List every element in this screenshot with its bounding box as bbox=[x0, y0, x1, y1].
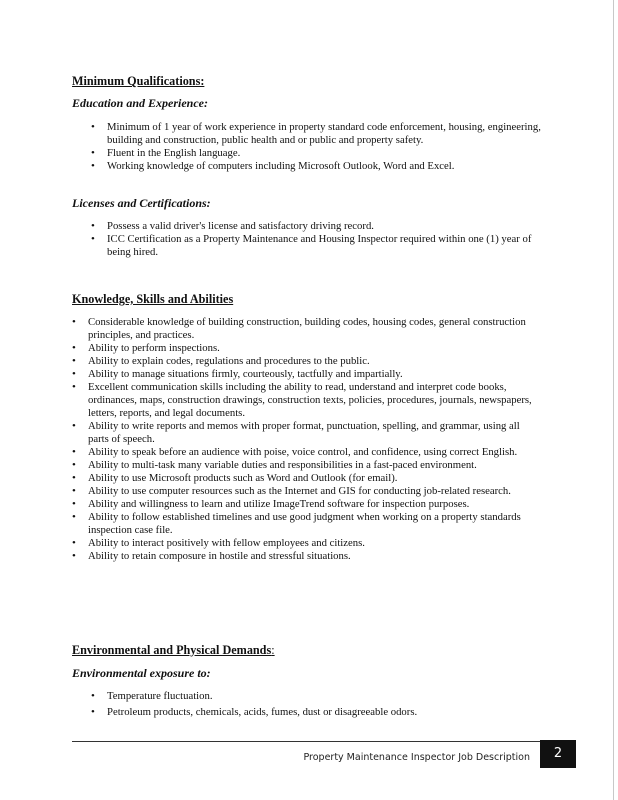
education-experience-section bbox=[72, 96, 552, 111]
scan-edge-line bbox=[613, 0, 614, 800]
licenses-certifications-heading: Licenses and Certifications: bbox=[72, 196, 211, 210]
education-list-block bbox=[72, 121, 542, 173]
list-item: • ICC Certification as a Property Maintenance and Housing Inspector required within one (1) year of being hired. bbox=[107, 233, 542, 259]
ksa-heading: Knowledge, Skills and Abilities bbox=[72, 292, 234, 306]
page-number: 2 bbox=[540, 740, 576, 768]
environmental-list-block bbox=[72, 690, 542, 719]
environmental-exposure-section bbox=[72, 666, 552, 681]
minimum-qualifications-heading: Minimum Qualifications: bbox=[72, 74, 205, 88]
list-item: • Petroleum products, chemicals, acids, fumes, dust or disagreeable odors. bbox=[107, 706, 542, 719]
list-item: • Working knowledge of computers including Microsoft Outlook, Word and Excel. bbox=[107, 160, 542, 173]
list-item: • Ability to write reports and memos with proper format, punctuation, spelling, and grammar, using all parts of speech. bbox=[88, 420, 538, 446]
list-item: • Ability to perform inspections. bbox=[88, 342, 538, 355]
list-item: • Ability to follow established timelines and use good judgment when working on a property standards inspection case file. bbox=[88, 511, 538, 537]
list-item: • Ability to manage situations firmly, courteously, tactfully and impartially. bbox=[88, 368, 538, 381]
environmental-heading-colon: : bbox=[271, 643, 275, 657]
ksa-section bbox=[72, 292, 552, 307]
list-item: • Ability and willingness to learn and utilize ImageTrend software for inspection purposes. bbox=[88, 498, 538, 511]
list-item: • Ability to speak before an audience with poise, voice control, and confidence, using correct English. bbox=[88, 446, 538, 459]
list-item: • Excellent communication skills including the ability to read, understand and interpret code books, ordinances, maps, construction drawings, construction texts, policies, procedures, journals, newspapers, letters, reports, and legal documents. bbox=[88, 381, 538, 420]
list-item: • Ability to retain composure in hostile and stressful situations. bbox=[88, 550, 538, 563]
licenses-list bbox=[72, 220, 542, 259]
education-experience-heading: Education and Experience: bbox=[72, 96, 209, 110]
environmental-exposure-heading: Environmental exposure to: bbox=[72, 666, 211, 680]
environmental-section bbox=[72, 643, 552, 658]
list-item: • Ability to multi-task many variable duties and responsibilities in a fast-paced environment. bbox=[88, 459, 538, 472]
environmental-heading-text: Environmental and Physical Demands bbox=[72, 643, 272, 657]
footer-document-title: Property Maintenance Inspector Job Description bbox=[303, 752, 530, 763]
list-item: • Ability to use computer resources such as the Internet and GIS for conducting job-related research. bbox=[88, 485, 538, 498]
list-item: • Considerable knowledge of building construction, building codes, housing codes, general construction principles, and practices. bbox=[88, 316, 538, 342]
licenses-section bbox=[72, 196, 552, 211]
footer-divider bbox=[72, 741, 540, 742]
list-item: • Ability to explain codes, regulations and procedures to the public. bbox=[88, 355, 538, 368]
minimum-qualifications-section bbox=[72, 74, 552, 89]
list-item: • Possess a valid driver's license and satisfactory driving record. bbox=[107, 220, 542, 233]
list-item: • Minimum of 1 year of work experience in property standard code enforcement, housing, engineering, building and construction, public health and or public and property safety. bbox=[107, 121, 542, 147]
education-list bbox=[72, 121, 542, 173]
list-item: • Fluent in the English language. bbox=[107, 147, 542, 160]
environmental-list bbox=[72, 690, 542, 719]
ksa-list-block bbox=[72, 316, 538, 563]
list-item: • Ability to use Microsoft products such as Word and Outlook (for email). bbox=[88, 472, 538, 485]
list-item: • Ability to interact positively with fellow employees and citizens. bbox=[88, 537, 538, 550]
environmental-heading bbox=[72, 643, 552, 658]
list-item: • Temperature fluctuation. bbox=[107, 690, 542, 703]
licenses-list-block bbox=[72, 220, 542, 259]
ksa-list bbox=[72, 316, 538, 563]
